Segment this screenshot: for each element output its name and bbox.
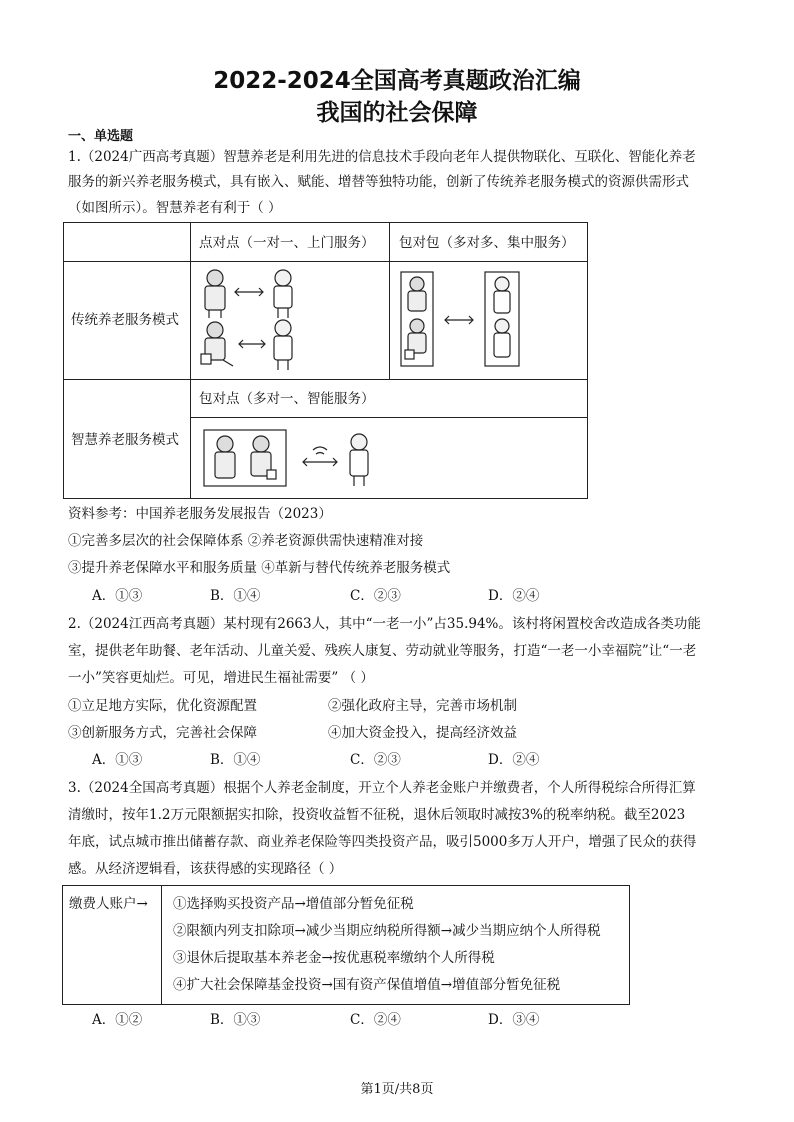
q3-line-2: 清缴时，按年1.2万元限额据实扣除，投资收益暂不征税，退休后领取时减按3%的税率纳税。截至2023	[68, 807, 686, 823]
q2-line-2: 室，提供老年助餐、老年活动、儿童关爱、残疾人康复、劳动就业等服务，打造“一老一小幸福院”让“一老	[68, 643, 697, 659]
q3-path-4: ④扩大社会保障基金投资→国有资产保值增值→增值部分暂免征税	[173, 977, 561, 993]
q1-choice-a[interactable]: A．①③	[92, 588, 143, 604]
caregiver-figure	[408, 277, 426, 311]
q3-path-table	[62, 885, 630, 1005]
q3-line-4: 感。从经济逻辑看，该获得感的实现路径（ ）	[68, 861, 343, 877]
q3-choice-a[interactable]: A．①②	[92, 1012, 143, 1028]
q1-options-1: ①完善多层次的社会保障体系 ②养老资源供需快速精准对接	[68, 533, 424, 549]
cleaner-figure	[201, 322, 233, 366]
elderly-figure	[274, 270, 292, 318]
q2-choice-d[interactable]: D．②④	[488, 752, 540, 768]
caregiver-figure	[205, 270, 225, 318]
q1-line-2: 服务的新兴养老服务模式，具有嵌入、赋能、增替等独特功能，创新了传统养老服务模式的资源供需形式	[68, 174, 689, 190]
row-header-smart: 智慧养老服务模式	[71, 432, 179, 448]
q3-path-3: ③退休后提取基本养老金→按优惠税率缴纳个人所得税	[173, 950, 495, 966]
q1-line-3: （如图所示）。智慧养老有利于（ ）	[68, 200, 282, 216]
elderly-figure	[350, 434, 368, 486]
q2-line-3: 一小”笑容更灿烂。可见，增进民生福祉需要” （ ）	[68, 670, 374, 686]
q3-line-1: 3.（2024全国高考真题）根据个人养老金制度，开立个人养老金账户并缴费者，个人所得税综合所得汇算	[68, 780, 696, 796]
q2-choice-a[interactable]: A．①③	[92, 752, 143, 768]
q1-table	[63, 222, 587, 498]
q2-option-2: ②强化政府主导，完善市场机制	[328, 698, 517, 714]
q1-choice-c[interactable]: C．②③	[350, 588, 401, 604]
q2-choice-c[interactable]: C．②③	[350, 752, 401, 768]
cleaner-figure	[405, 319, 426, 359]
q3-table-label: 缴费人账户→	[69, 896, 148, 912]
q2-option-4: ④加大资金投入，提高经济效益	[328, 725, 517, 741]
row-header-traditional: 传统养老服务模式	[71, 312, 179, 328]
elderly-figure	[494, 277, 510, 357]
q1-options-2: ③提升养老保障水平和服务质量 ④革新与替代传统养老服务模式	[68, 560, 451, 576]
double-arrow-icon	[445, 316, 473, 324]
q3-path-2: ②限额内列支扣除项→减少当期应纳税所得额→减少当期应纳个人所得税	[173, 923, 601, 939]
elderly-figure	[274, 320, 292, 370]
document-title: 2022-2024全国高考真题政治汇编	[213, 68, 581, 94]
q3-line-3: 年底，试点城市推出储蓄存款、商业养老保险等四类投资产品，吸引5000多万人开户，增强了民众的获得	[68, 834, 697, 850]
q3-choice-c[interactable]: C．②④	[350, 1012, 401, 1028]
q3-choice-d[interactable]: D．③④	[488, 1012, 540, 1028]
col-header-point-to-point: 点对点（一对一、上门服务）	[199, 235, 375, 251]
page-footer: 第1页/共8页	[360, 1082, 434, 1097]
double-arrow-icon	[235, 288, 263, 296]
caregiver-figure	[215, 436, 235, 478]
document-subtitle: 我国的社会保障	[316, 100, 478, 126]
q2-choice-b[interactable]: B．①④	[210, 752, 261, 768]
q2-option-3: ③创新服务方式，完善社会保障	[68, 725, 257, 741]
q1-source: 资料参考：中国养老服务发展报告（2023）	[68, 506, 332, 522]
q2-option-1: ①立足地方实际，优化资源配置	[68, 698, 257, 714]
smart-mode-header: 包对点（多对一、智能服务）	[199, 391, 375, 407]
q1-line-1: 1.（2024广西高考真题）智慧养老是利用先进的信息技术手段向老年人提供物联化、互联化、智能化养老	[68, 149, 696, 165]
q1-choice-d[interactable]: D．②④	[488, 588, 540, 604]
pack-to-point-illustration	[203, 426, 383, 492]
wireless-arrow-icon	[303, 447, 337, 466]
section-heading: 一、单选题	[68, 129, 134, 144]
q3-choice-b[interactable]: B．①③	[210, 1012, 261, 1028]
pack-to-pack-illustration	[399, 270, 539, 370]
col-header-pack-to-pack: 包对包（多对多、集中服务）	[399, 235, 575, 251]
q3-path-1: ①选择购买投资产品→增值部分暂免征税	[173, 896, 414, 912]
point-to-point-illustration	[199, 266, 309, 374]
cleaner-figure	[251, 436, 276, 479]
q2-line-1: 2.（2024江西高考真题）某村现有2663人，其中“一老一小”占35.94%。该村将闲置校舍改造成各类功能	[68, 616, 701, 632]
q1-choice-b[interactable]: B．①④	[210, 588, 261, 604]
double-arrow-icon	[239, 340, 265, 348]
